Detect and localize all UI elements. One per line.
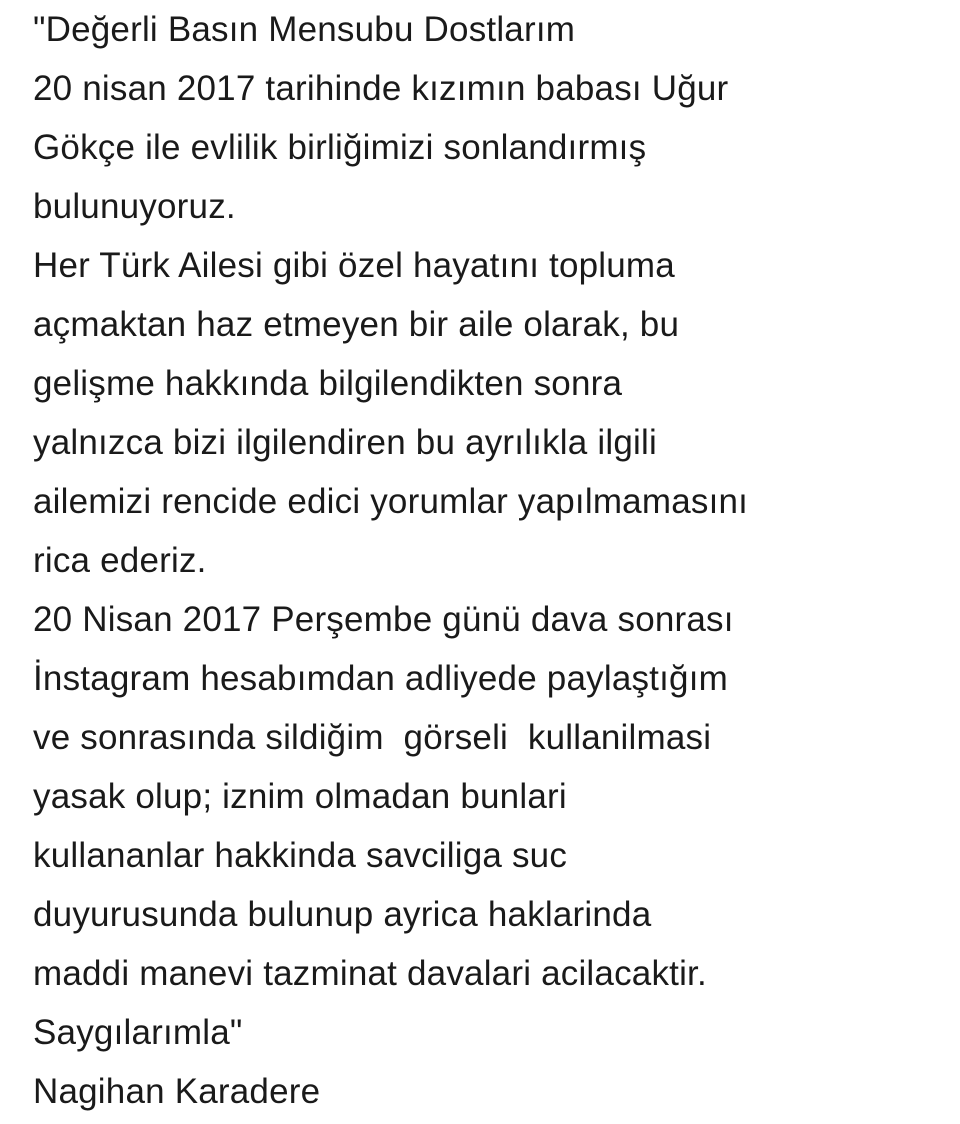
text-line: ve sonrasında sildiğim görseli kullanilmasi: [33, 718, 712, 757]
text-line: duyurusunda bulunup ayrica haklarinda: [33, 895, 652, 934]
text-line: Her Türk Ailesi gibi özel hayatını topluma: [33, 246, 675, 285]
text-line: açmaktan haz etmeyen bir aile olarak, bu: [33, 305, 680, 344]
text-line: İnstagram hesabımdan adliyede paylaştığım: [33, 659, 728, 698]
text-line: kullananlar hakkinda savciliga suc: [33, 836, 568, 875]
text-line: rica ederiz.: [33, 541, 207, 580]
text-line: 20 nisan 2017 tarihinde kızımın babası Uğur: [33, 69, 729, 108]
text-line: Gökçe ile evlilik birliğimizi sonlandırmış: [33, 128, 647, 167]
text-line: yalnızca bizi ilgilendiren bu ayrılıkla ilgili: [33, 423, 657, 462]
text-line: maddi manevi tazminat davalari acilacaktir.: [33, 954, 707, 993]
statement-text: [33, 0, 953, 1121]
closing-line: Saygılarımla": [33, 1013, 243, 1052]
text-line: 20 Nisan 2017 Perşembe günü dava sonrası: [33, 600, 734, 639]
greeting-line: "Değerli Basın Mensubu Dostlarım: [33, 10, 576, 49]
text-line: yasak olup; iznim olmadan bunlari: [33, 777, 567, 816]
text-line: ailemizi rencide edici yorumlar yapılmamasını: [33, 482, 749, 521]
text-line: bulunuyoruz.: [33, 187, 236, 226]
text-line: gelişme hakkında bilgilendikten sonra: [33, 364, 623, 403]
signature-name: Nagihan Karadere: [33, 1072, 321, 1111]
